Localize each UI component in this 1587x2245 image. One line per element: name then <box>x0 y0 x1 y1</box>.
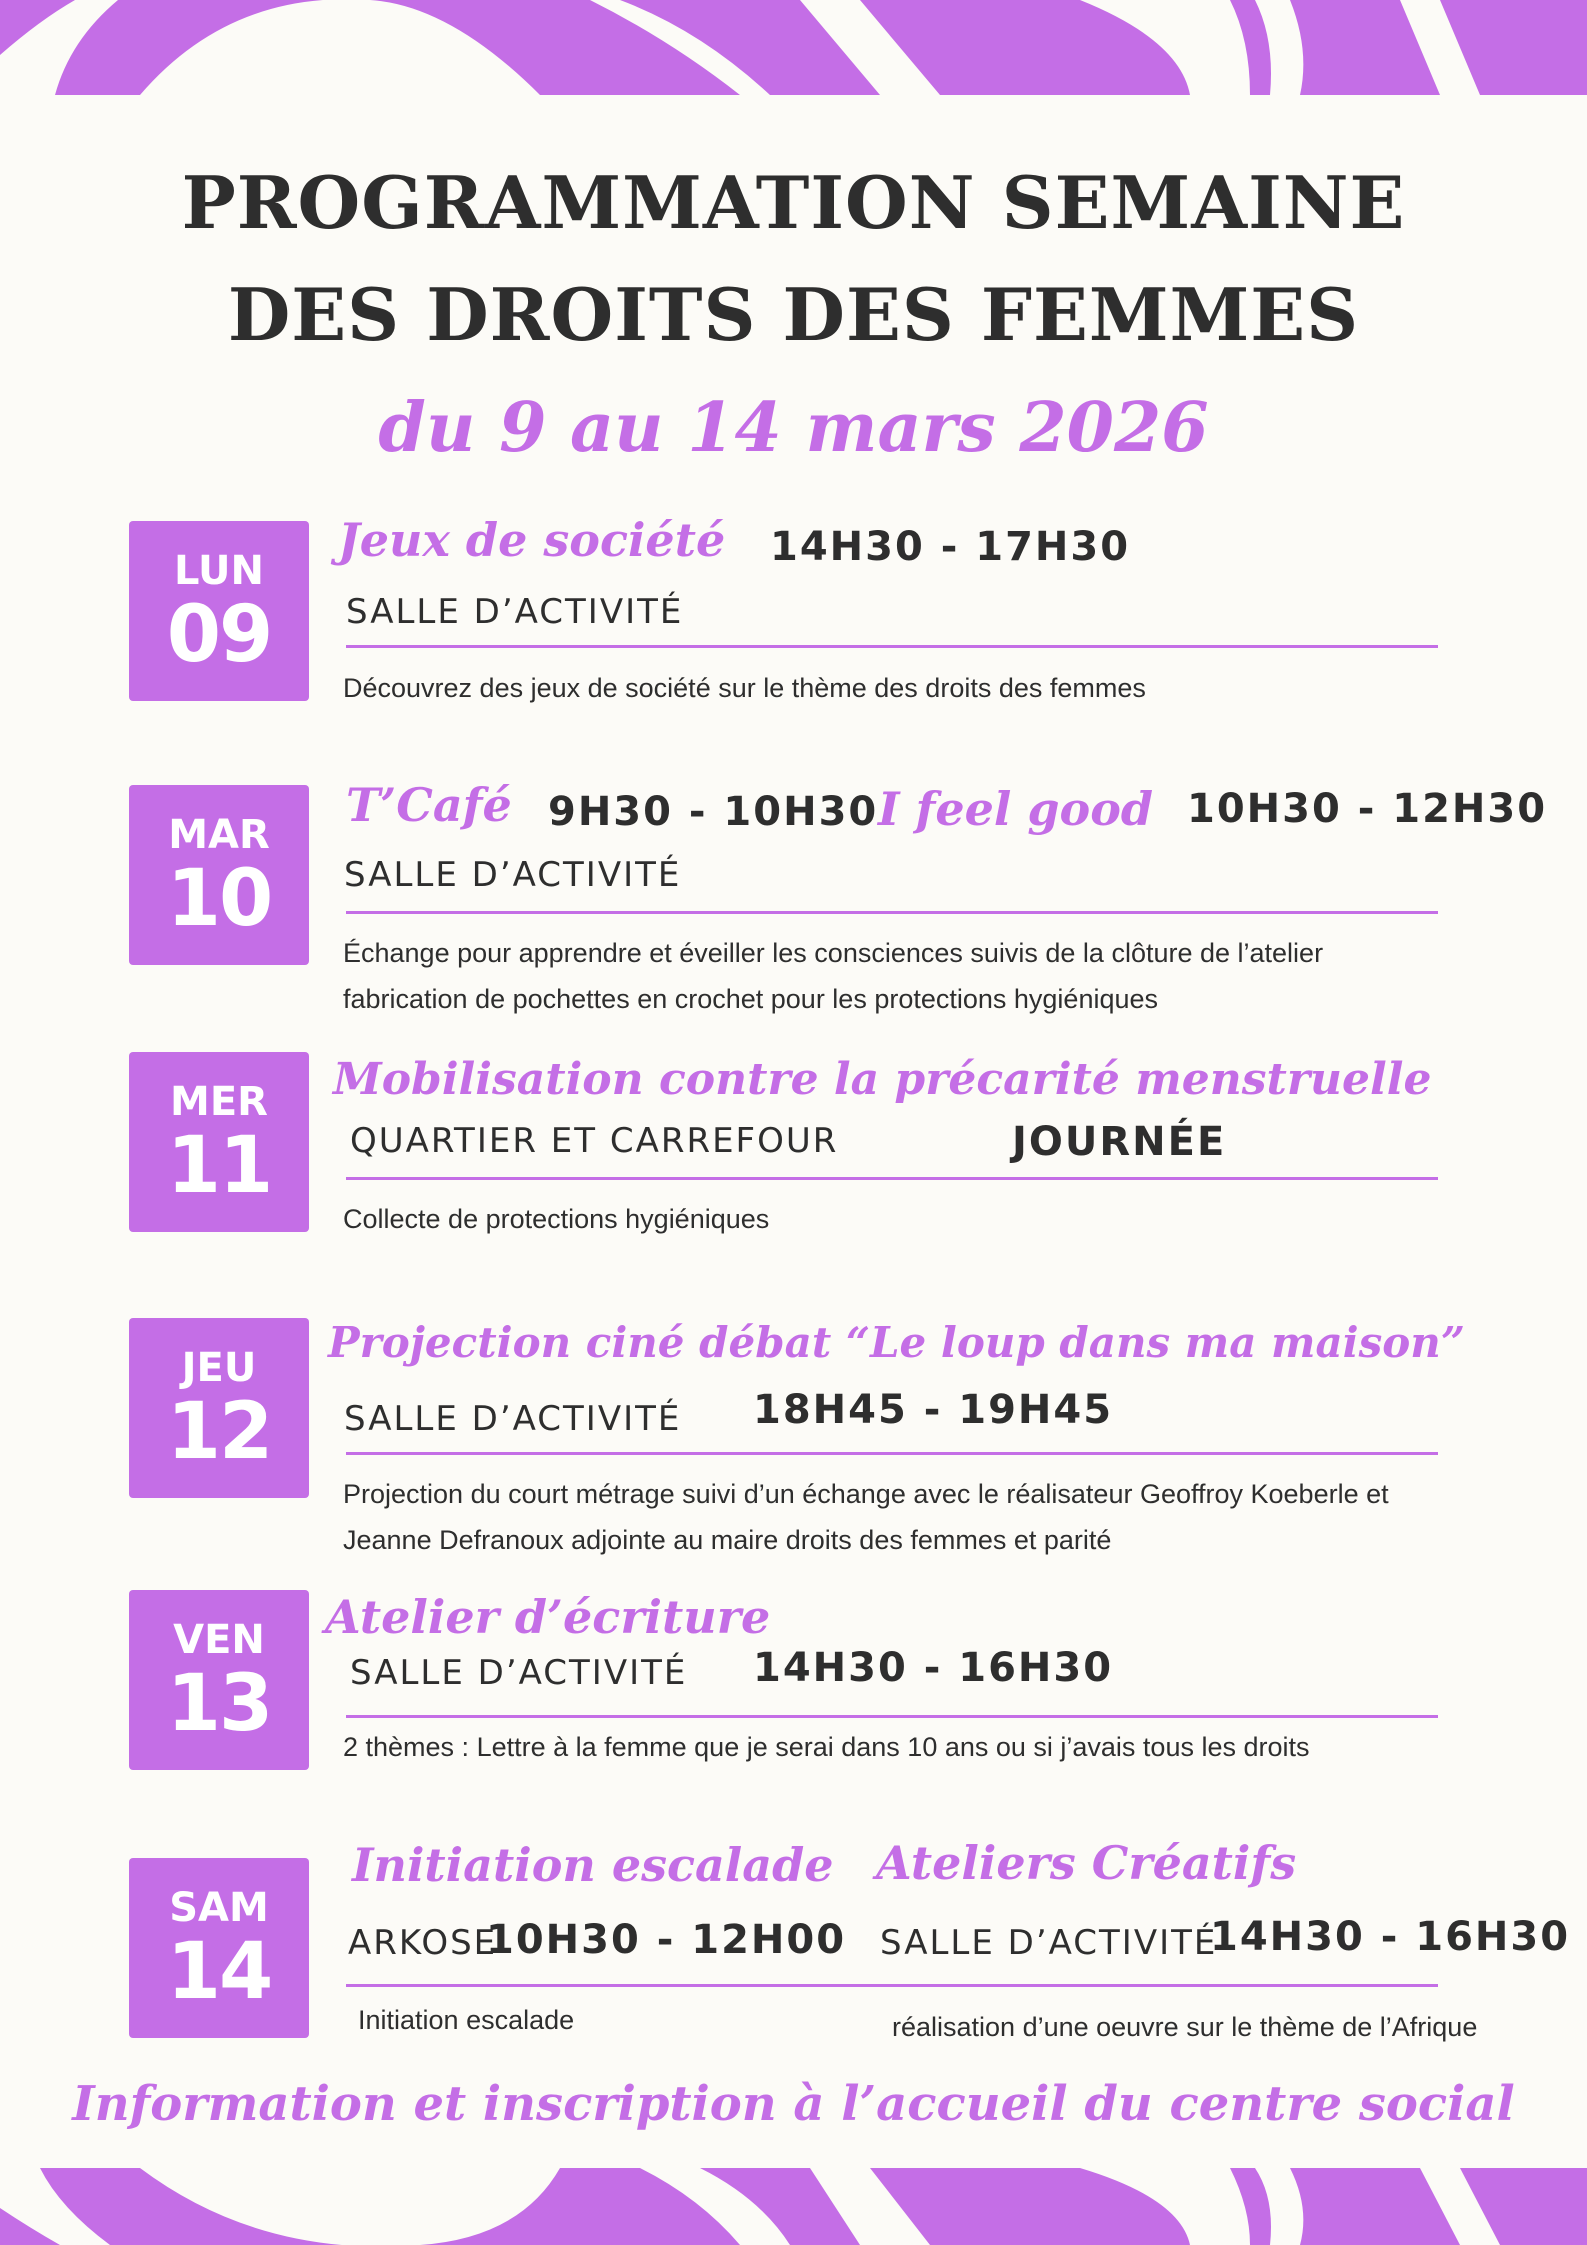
footer-info: Information et inscription à l’accueil du centre social <box>72 2076 1515 2132</box>
day-badge-saturday <box>129 1858 309 2038</box>
event-time: 10H30 - 12H30 <box>1187 786 1548 832</box>
day-name: JEU <box>181 1345 257 1391</box>
day-badge-monday <box>129 521 309 701</box>
event-place: SALLE D’ACTIVITÉ <box>880 1923 1218 1963</box>
event-time: 18H45 - 19H45 <box>753 1387 1114 1433</box>
bottom-decorative-band <box>0 2168 1587 2245</box>
day-name: MER <box>170 1079 268 1125</box>
event-description: réalisation d’une oeuvre sur le thème de l’Afrique <box>892 2012 1478 2042</box>
event-dates: du 9 au 14 mars 2026 <box>378 388 1209 468</box>
day-badge-friday <box>129 1590 309 1770</box>
day-name: LUN <box>173 548 265 594</box>
event-place: ARKOSE <box>348 1923 498 1963</box>
event-title: Projection ciné débat “Le loup dans ma maison” <box>328 1318 1465 1367</box>
event-description: Échange pour apprendre et éveiller les consciences suivis de la clôture de l’atelier fabrication de pochettes en crochet pour les protections hygiéniques <box>343 938 1324 1014</box>
day-number: 09 <box>166 590 272 680</box>
day-name: SAM <box>169 1885 269 1931</box>
day-number: 12 <box>166 1387 272 1477</box>
divider <box>346 1715 1438 1718</box>
event-place: QUARTIER ET CARREFOUR <box>350 1121 839 1161</box>
day-number: 10 <box>166 854 272 944</box>
event-place: SALLE D’ACTIVITÉ <box>344 855 682 895</box>
divider <box>346 645 1438 648</box>
event-time: JOURNÉE <box>1012 1119 1227 1165</box>
event-place: SALLE D’ACTIVITÉ <box>346 592 684 632</box>
day-number: 11 <box>166 1121 272 1211</box>
title-line-2: DES DROITS DES FEMMES <box>227 272 1360 357</box>
day-name: MAR <box>168 812 270 858</box>
day-number: 13 <box>166 1659 272 1749</box>
event-place: SALLE D’ACTIVITÉ <box>350 1653 688 1693</box>
event-description: Découvrez des jeux de société sur le thème des droits des femmes <box>343 673 1146 703</box>
top-decorative-band <box>0 0 1587 95</box>
divider <box>346 911 1438 914</box>
event-title: Ateliers Créatifs <box>876 1836 1297 1890</box>
event-time: 14H30 - 16H30 <box>1210 1914 1571 1960</box>
day-badge-tuesday <box>129 785 309 965</box>
event-place: SALLE D’ACTIVITÉ <box>344 1399 682 1439</box>
event-time: 9H30 - 10H30 <box>548 789 879 835</box>
event-title: Atelier d’écriture <box>325 1590 771 1644</box>
day-badge-thursday <box>129 1318 309 1498</box>
event-title: Jeux de société <box>338 513 726 567</box>
event-title: I feel good <box>878 782 1154 836</box>
event-description: Initiation escalade <box>358 2005 575 2035</box>
title-line-1: PROGRAMMATION SEMAINE <box>181 160 1406 245</box>
event-description: 2 thèmes : Lettre à la femme que je serai dans 10 ans ou si j’avais tous les droits <box>343 1732 1310 1762</box>
day-number: 14 <box>166 1927 272 2017</box>
divider <box>346 1452 1438 1455</box>
event-title: T’Café <box>346 778 512 832</box>
divider <box>346 1984 1438 1987</box>
event-title: Mobilisation contre la précarité menstruelle <box>333 1054 1432 1105</box>
event-description: Projection du court métrage suivi d’un échange avec le réalisateur Geoffroy Koeberle et Jeanne Defranoux adjointe au maire droits des femmes et parité <box>343 1479 1389 1555</box>
day-badge-wednesday <box>129 1052 309 1232</box>
divider <box>346 1177 1438 1180</box>
event-time: 14H30 - 17H30 <box>770 524 1131 570</box>
event-title: Initiation escalade <box>352 1838 834 1892</box>
event-time: 10H30 - 12H00 <box>486 1917 847 1963</box>
day-name: VEN <box>173 1617 265 1663</box>
event-description: Collecte de protections hygiéniques <box>343 1204 770 1234</box>
event-time: 14H30 - 16H30 <box>753 1645 1114 1691</box>
